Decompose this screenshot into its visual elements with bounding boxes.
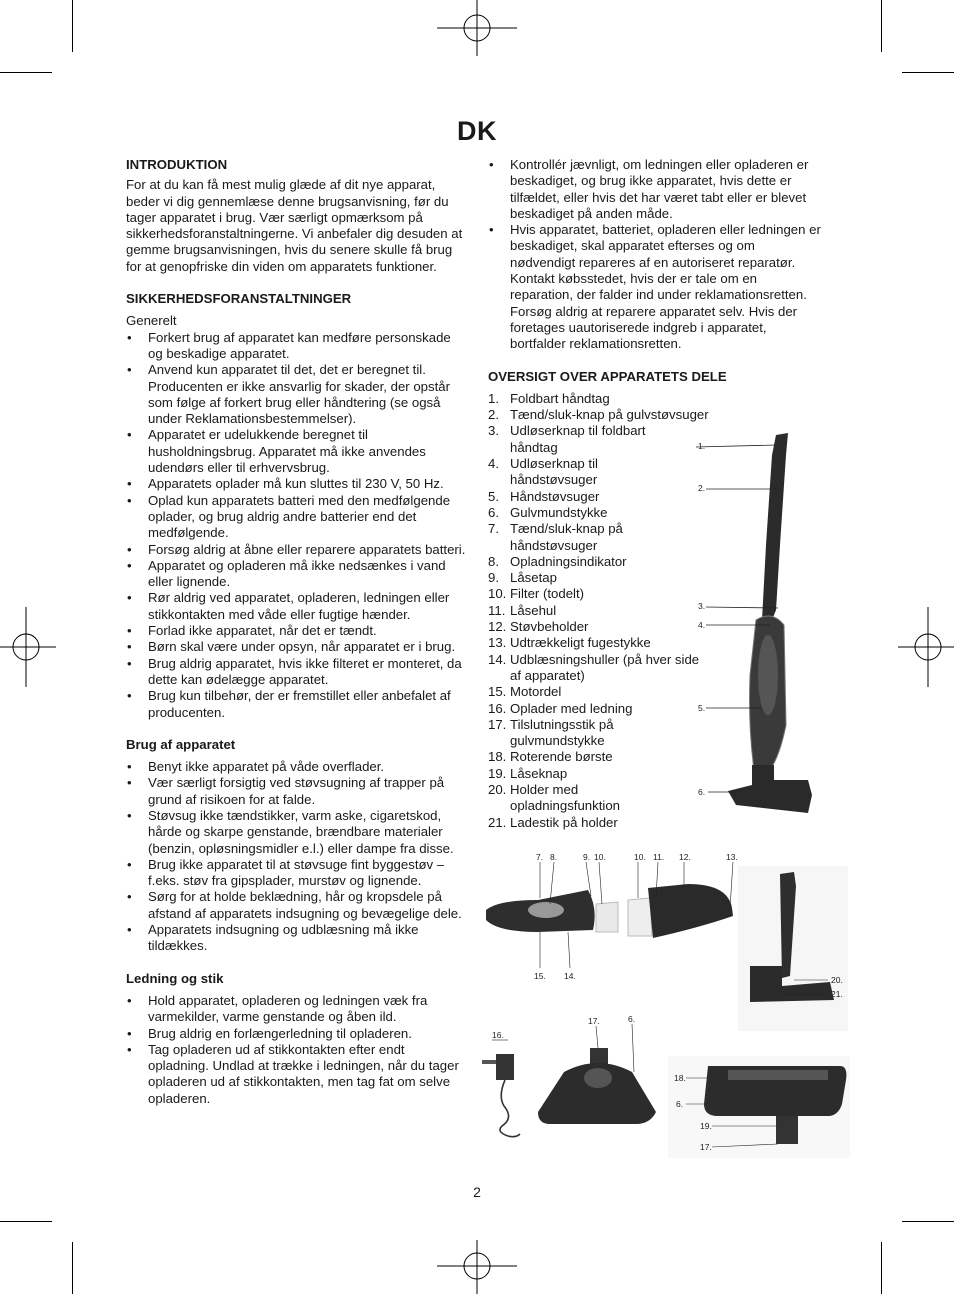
crop-mark bbox=[72, 0, 73, 52]
list-item: 3. Udløserknap til foldbart håndtag bbox=[488, 423, 646, 455]
registration-mark-icon bbox=[437, 0, 517, 56]
figure-label: 10. bbox=[594, 852, 606, 862]
intro-text: For at du kan få mest mulig glæde af dit nye apparat, beder vi dig gennemlæse denne brugsanvisning, før du tager apparatet i brug. Vær særligt opmærksom på sikkerhedsforanstaltningerne. Vi anbefaler dig desuden at gemme brugsanvisningen, hvis du senere skulle få brug for at genopfriske din viden om apparatets funktioner. bbox=[126, 177, 463, 274]
list-item: • Rør aldrig ved apparatet, opladeren, ledningen eller stikkontakten med våde eller fugtige hænder. bbox=[126, 590, 468, 623]
figure-label: 6. bbox=[676, 1099, 684, 1109]
general-list bbox=[126, 330, 468, 721]
crop-mark bbox=[902, 1221, 954, 1222]
figure-label: 1. bbox=[698, 441, 706, 451]
figure-label: 10. bbox=[634, 852, 646, 862]
list-item: • Forkert brug af apparatet kan medføre personskade og beskadige apparatet. bbox=[126, 330, 468, 363]
list-item: 17. Tilslutningsstik på gulvmundstykke bbox=[488, 716, 614, 749]
list-item: • Kontrollér jævnligt, om ledningen eller opladeren er beskadiget, og brug ikke apparatet, hvis dette er tilfældet, eller hvis det har været tabt eller er blevet beskadiget på anden måde. bbox=[488, 157, 823, 222]
figure-label: 20. bbox=[831, 975, 843, 985]
parts-list bbox=[488, 390, 709, 831]
figure-label: 14. bbox=[564, 971, 576, 981]
crop-mark bbox=[0, 1221, 52, 1222]
list-item: 9. Låsetap bbox=[488, 570, 557, 586]
list-item: • Forsøg aldrig at åbne eller reparere apparatets batteri. bbox=[126, 542, 468, 558]
figure-label: 18. bbox=[674, 1073, 686, 1083]
intro-heading: INTRODUKTION bbox=[126, 157, 228, 172]
crop-mark bbox=[881, 1242, 882, 1294]
safety-heading: SIKKERHEDSFORANSTALTNINGER bbox=[126, 291, 352, 307]
list-item: • Støvsug ikke tændstikker, varm aske, cigaretskod, hårde og skarpe genstande, brændbare materialer (benzin, opløsningsmidler e.l.) eller dampe fra disse. bbox=[126, 808, 468, 857]
list-item: • Brug aldrig apparatet, hvis ikke filteret er monteret, da dette kan ødelægge apparatet. bbox=[126, 656, 468, 689]
list-item: • Hold apparatet, opladeren og ledningen væk fra varmekilder, varme genstande og åben ild. bbox=[126, 993, 468, 1026]
list-item: 13. Udtrækkeligt fugestykke bbox=[488, 635, 651, 651]
list-item: 4. Udløserknap til håndstøvsuger bbox=[488, 456, 598, 488]
list-item: 19. Låseknap bbox=[488, 765, 568, 781]
list-item: • Apparatet er udelukkende beregnet til husholdningsbrug. Apparatet må ikke anvendes udendørs eller til erhvervsbrug. bbox=[126, 427, 468, 476]
charger-figure bbox=[474, 1026, 534, 1141]
figure-label: 19. bbox=[700, 1121, 712, 1131]
list-item: • Vær særligt forsigtig ved støvsugning af trapper på grund af risikoen for at falde. bbox=[126, 775, 468, 808]
registration-mark-icon bbox=[0, 607, 56, 687]
list-item: • Apparatets oplader må kun sluttes til 230 V, 50 Hz. bbox=[126, 476, 468, 492]
figure-label: 8. bbox=[550, 852, 558, 862]
list-item: • Brug aldrig en forlængerledning til opladeren. bbox=[126, 1026, 468, 1042]
list-item: 8. Opladningsindikator bbox=[488, 553, 627, 569]
general-label: Generelt bbox=[126, 313, 177, 329]
list-item: 6. Gulvmundstykke bbox=[488, 504, 608, 520]
list-item: • Børn skal være under opsyn, når apparatet er i brug. bbox=[126, 639, 468, 655]
crop-mark bbox=[881, 0, 882, 52]
usage-list bbox=[126, 759, 468, 955]
charging-holder-figure bbox=[738, 866, 850, 1031]
figure-label: 21. bbox=[831, 989, 843, 999]
list-item: 14. Udblæsningshuller (på hver side af apparatet) bbox=[488, 651, 700, 683]
figure-label: 2. bbox=[698, 483, 706, 493]
figure-label: 4. bbox=[698, 620, 706, 630]
list-item: 18. Roterende børste bbox=[488, 749, 613, 765]
parts-heading: OVERSIGT OVER APPARATETS DELE bbox=[488, 368, 727, 384]
list-item: • Apparatets indsugning og udblæsning må ikke tildækkes. bbox=[126, 922, 468, 955]
registration-mark-icon bbox=[437, 1240, 517, 1294]
figure-label: 12. bbox=[679, 852, 691, 862]
figure-label: 17. bbox=[700, 1142, 712, 1152]
figure-label: 13. bbox=[726, 852, 738, 862]
list-item: 2. Tænd/sluk-knap på gulvstøvsuger bbox=[488, 407, 709, 423]
figure-label: 15. bbox=[534, 971, 546, 981]
list-item: 10. Filter (todelt) bbox=[488, 586, 585, 602]
list-item: 16. Oplader med ledning bbox=[488, 700, 633, 716]
list-item: • Anvend kun apparatet til det, det er beregnet til. Producenten er ikke ansvarlig for skader, der opstår som følge af forkert brug eller håndtering (se også under Reklamationsbestemmelser). bbox=[126, 362, 468, 427]
list-item: 12. Støvbeholder bbox=[488, 619, 589, 635]
list-item: 5. Håndstøvsuger bbox=[488, 488, 600, 504]
figure-label: 9. bbox=[583, 852, 591, 862]
stick-vacuum-figure bbox=[690, 425, 830, 820]
list-item: 7. Tænd/sluk-knap på håndstøvsuger bbox=[488, 521, 623, 553]
list-item: 11. Låsehul bbox=[488, 602, 557, 618]
list-item: • Brug ikke apparatet til at støvsuge fint byggestøv – f.eks. støv fra gipsplader, murstøv og lignende. bbox=[126, 857, 468, 890]
figure-label: 5. bbox=[698, 703, 706, 713]
usage-heading: Brug af apparatet bbox=[126, 736, 236, 752]
list-item: • Forlad ikke apparatet, når det er tændt. bbox=[126, 623, 468, 639]
list-item: • Benyt ikke apparatet på våde overflader. bbox=[126, 759, 468, 775]
crop-mark bbox=[72, 1242, 73, 1294]
list-item: 20. Holder med opladningsfunktion bbox=[488, 781, 620, 814]
figure-label: 16. bbox=[492, 1030, 504, 1040]
list-item: • Apparatet og opladeren må ikke nedsænkes i vand eller lignende. bbox=[126, 558, 468, 591]
figure-label: 7. bbox=[536, 852, 544, 862]
right-safety-list bbox=[488, 157, 823, 353]
list-item: 15. Motordel bbox=[488, 684, 562, 700]
registration-mark-icon bbox=[898, 607, 954, 687]
list-item: • Brug kun tilbehør, der er fremstillet eller anbefalet af producenten. bbox=[126, 688, 468, 721]
language-code: DK bbox=[457, 116, 497, 146]
figure-label: 11. bbox=[653, 852, 665, 862]
crop-mark bbox=[902, 72, 954, 73]
figure-label: 3. bbox=[698, 601, 706, 611]
list-item: • Hvis apparatet, batteriet, opladeren eller ledningen er beskadiget, skal apparatet efterses og om nødvendigt repareres af en autoriseret reparatør. Kontakt købsstedet, hvis der er tale om en reparation, der falder ind under reklamationsretten. Forsøg aldrig at reparere apparatet selv. Hvis der foretages uautoriserede indgreb i apparatet, bortfalder reklamationsretten. bbox=[488, 222, 823, 352]
left-column bbox=[126, 157, 468, 1107]
list-item: • Tag opladeren ud af stikkontakten efter endt opladning. Undlad at trække i ledningen, når du tager opladeren ud af stikkontakten, men tag fat om selve opladeren. bbox=[126, 1042, 468, 1107]
floor-nozzle-figure bbox=[536, 1012, 660, 1134]
list-item: 1. Foldbart håndtag bbox=[488, 390, 610, 406]
page-number: 2 bbox=[473, 1184, 481, 1200]
nozzle-underside-figure bbox=[668, 1056, 852, 1158]
list-item: 21. Ladestik på holder bbox=[488, 814, 618, 830]
handheld-parts-figure bbox=[478, 848, 740, 983]
figure-label: 6. bbox=[628, 1014, 636, 1024]
cord-heading: Ledning og stik bbox=[126, 970, 224, 986]
figure-label: 17. bbox=[588, 1016, 600, 1026]
list-item: • Oplad kun apparatets batteri med den medfølgende oplader, og brug aldrig andre batterier end det medfølgende. bbox=[126, 493, 468, 542]
crop-mark bbox=[0, 72, 52, 73]
cord-list bbox=[126, 993, 468, 1107]
figure-label: 6. bbox=[698, 787, 706, 797]
list-item: • Sørg for at holde beklædning, hår og kropsdele på afstand af apparatets indsugning og bevægelige dele. bbox=[126, 889, 468, 922]
